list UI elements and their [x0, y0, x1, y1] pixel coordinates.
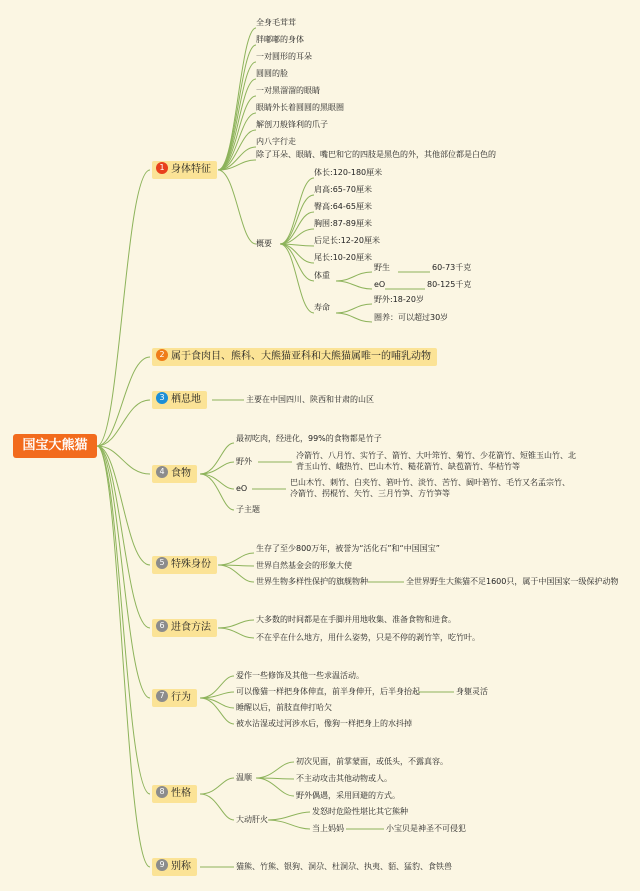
food-eo-node[interactable]: eO	[236, 484, 248, 493]
topic-eating-method[interactable]	[152, 619, 217, 637]
topic-label: 食物	[171, 468, 191, 479]
identity-item[interactable]: 生存了至少800万年，被誉为“活化石”和“中国国宝”	[256, 544, 440, 553]
weight-eo[interactable]: eO	[374, 280, 386, 289]
stat-item[interactable]: 体长:120-180厘米	[314, 168, 383, 177]
angry-detail[interactable]: 小宝贝是神圣不可侵犯	[386, 824, 466, 833]
angry-node[interactable]: 大动肝火	[236, 815, 268, 824]
body-item[interactable]: 除了耳朵、眼睛、嘴巴和它的四肢是黑色的外，其他部位都是白色的	[256, 150, 496, 159]
identity-item[interactable]: 世界自然基金会的形象大使	[256, 561, 352, 570]
food-wild-node[interactable]: 野外	[236, 457, 252, 466]
stat-item[interactable]: 后足长:12-20厘米	[314, 236, 380, 245]
food-main[interactable]: 最初吃肉，经进化，99%的食物都是竹子	[236, 434, 382, 443]
topic-label: 特殊身份	[171, 559, 211, 570]
number-badge: 3	[156, 392, 168, 404]
body-item[interactable]: 圆圆的脸	[256, 69, 288, 78]
body-item[interactable]: 眼睛外长着圆圆的黑眼圈	[256, 103, 344, 112]
topic-label: 进食方法	[171, 622, 211, 633]
angry-item[interactable]: 当上妈妈	[312, 824, 344, 833]
behavior-item[interactable]: 被水沾湿或过河涉水后，像狗一样把身上的水抖掉	[236, 719, 412, 728]
number-badge: 6	[156, 620, 168, 632]
topic-behavior[interactable]	[152, 689, 197, 707]
stat-item[interactable]: 尾长:10-20厘米	[314, 253, 372, 262]
topic-personality[interactable]	[152, 785, 197, 803]
gentle-item[interactable]: 不主动攻击其他动物或人。	[296, 774, 392, 783]
identity-detail[interactable]: 全世界野生大熊猫不足1600只，属于中国国家一级保护动物	[406, 577, 619, 586]
life-node[interactable]: 寿命	[314, 303, 330, 312]
weight-wild[interactable]: 野生	[374, 263, 390, 272]
topic-special-identity[interactable]	[152, 556, 217, 574]
topic-habitat[interactable]	[152, 391, 207, 409]
weight-eo-value[interactable]: 80-125千克	[427, 280, 472, 289]
body-item[interactable]: 胖嘟嘟的身体	[256, 35, 304, 44]
gentle-item[interactable]: 野外偶遇，采用回避的方式。	[296, 791, 400, 800]
life-captive[interactable]: 圈养：可以超过30岁	[374, 313, 449, 322]
topic-label: 行为	[171, 692, 191, 703]
number-badge: 5	[156, 557, 168, 569]
body-item[interactable]: 内八字行走	[256, 137, 296, 146]
body-item[interactable]: 一对圆形的耳朵	[256, 52, 312, 61]
topic-label: 性格	[171, 788, 191, 799]
topic-classification[interactable]	[152, 348, 437, 366]
body-item[interactable]: 解剖刀般锋利的爪子	[256, 120, 328, 129]
angry-item[interactable]: 发怒时危险性堪比其它熊种	[312, 807, 408, 816]
weight-wild-value[interactable]: 60-73千克	[432, 263, 472, 272]
number-badge: 1	[156, 162, 168, 174]
body-item[interactable]: 一对黑溜溜的眼睛	[256, 86, 320, 95]
topic-body-features[interactable]	[152, 161, 217, 179]
behavior-item[interactable]: 爱作一些修饰及其他一些求温活动。	[236, 671, 364, 680]
number-badge: 4	[156, 466, 168, 478]
number-badge: 7	[156, 690, 168, 702]
topic-label: 身体特征	[171, 164, 211, 175]
number-badge: 8	[156, 786, 168, 798]
overview-node[interactable]: 概要	[256, 239, 272, 248]
food-subtopic[interactable]: 子主题	[236, 505, 260, 514]
identity-item[interactable]: 世界生物多样性保护的旗舰物种	[256, 577, 368, 586]
topic-label: 栖息地	[171, 394, 201, 405]
food-wild-list[interactable]: 冷箭竹、八月竹、实竹子、箭竹、大叶筇竹、菊竹、少花箭竹、短锥玉山竹、北	[296, 451, 576, 460]
behavior-detail[interactable]: 身躯灵活	[456, 687, 488, 696]
life-wild[interactable]: 野外:18-20岁	[374, 295, 424, 304]
gentle-node[interactable]: 温顺	[236, 773, 252, 782]
gentle-item[interactable]: 初次见面，前掌蒙面，或低头，不露真容。	[296, 757, 448, 766]
body-item[interactable]: 全身毛茸茸	[256, 18, 296, 27]
topic-label: 属于食肉目、熊科、大熊猫亚科和大熊猫属唯一的哺乳动物	[171, 351, 431, 362]
food-wild-list[interactable]: 背玉山竹、峨热竹、巴山木竹、糙花箭竹、缺苞箭竹、华桔竹等	[296, 462, 520, 471]
number-badge: 9	[156, 859, 168, 871]
behavior-item[interactable]: 可以像猫一样把身体伸直，前半身伸开，后半身抬起	[236, 687, 420, 696]
eating-item[interactable]: 不在乎在什么地方，用什么姿势，只是不停的剥竹竿，吃竹叶。	[256, 633, 480, 642]
eating-item[interactable]: 大多数的时间都是在手脚并用地收集、准备食物和进食。	[256, 615, 456, 624]
alias-text[interactable]: 猫熊、竹熊、银狗、洞尕、杜洞尕、执夷、貊、猛豹、食铁兽	[236, 862, 452, 871]
stat-item[interactable]: 肩高:65-70厘米	[314, 185, 372, 194]
behavior-item[interactable]: 睡醒以后，前肢直伸打哈欠	[236, 703, 332, 712]
habitat-text[interactable]: 主要在中国四川、陕西和甘肃的山区	[246, 395, 374, 404]
food-eo-list[interactable]: 巴山木竹、刺竹、白夹竹、箬叶竹、淡竹、苦竹、阔叶箬竹、毛竹又名孟宗竹、	[290, 478, 570, 487]
number-badge: 2	[156, 349, 168, 361]
root-topic[interactable]: 国宝大熊猫	[13, 434, 97, 458]
food-eo-list[interactable]: 冷箭竹、拐棍竹、矢竹、三月竹笋、方竹笋等	[290, 489, 450, 498]
weight-node[interactable]: 体重	[314, 271, 330, 280]
topic-alias[interactable]	[152, 858, 197, 876]
topic-label: 别称	[171, 861, 191, 872]
stat-item[interactable]: 臀高:64-65厘米	[314, 202, 372, 211]
topic-food[interactable]	[152, 465, 197, 483]
stat-item[interactable]: 胸围:87-89厘米	[314, 219, 372, 228]
